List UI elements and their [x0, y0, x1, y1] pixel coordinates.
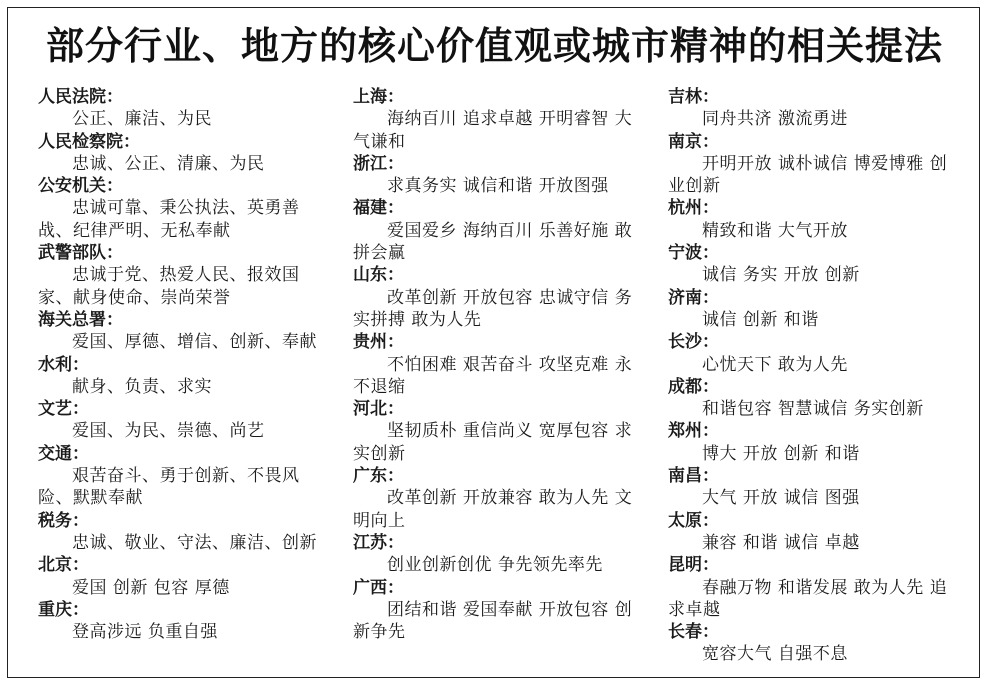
entry-item [38, 354, 330, 399]
entry-label: 广西： [353, 577, 404, 598]
entry-item [38, 398, 330, 443]
entry-value: 团结和谐 爱国奉献 开放包容 创新争先 [353, 599, 633, 643]
entry-value: 改革创新 开放兼容 敢为人先 文明向上 [353, 488, 633, 531]
entry-value: 坚韧质朴 重信尚义 宽厚包容 求实创新 [353, 421, 633, 464]
entry-value: 改革创新 开放包容 忠诚守信 务实拼搏 敢为人先 [353, 287, 633, 330]
entry-value: 爱国、厚德、增信、创新、奉献 [72, 332, 317, 353]
entry-item [38, 510, 330, 555]
entry-label: 太原： [668, 510, 719, 531]
entry-label: 成都： [668, 376, 719, 397]
entry-value: 开明开放 诚朴诚信 博爱博雅 创业创新 [668, 153, 948, 197]
entry-value: 爱国 创新 包容 厚德 [72, 577, 230, 598]
entry-label: 长春： [668, 622, 719, 643]
entry-item [38, 554, 330, 599]
column-middle [353, 86, 645, 643]
entry-value: 艰苦奋斗、勇于创新、不畏风险、默默奉献 [38, 466, 300, 509]
entry-item [353, 577, 645, 644]
entry-item [38, 175, 330, 242]
entry-value: 海纳百川 追求卓越 开明睿智 大气谦和 [353, 109, 633, 152]
entry-value: 博大 开放 创新 和谐 [702, 443, 860, 464]
entry-label: 税务： [38, 510, 89, 531]
entry-label: 武警部队： [38, 243, 123, 264]
entry-item [668, 554, 960, 621]
entry-label: 水利： [38, 354, 89, 375]
entry-label: 昆明： [668, 555, 719, 576]
entry-value: 精致和谐 大气开放 [702, 220, 848, 241]
entry-label: 浙江： [353, 153, 404, 174]
entry-item [38, 86, 330, 131]
entry-label: 交通： [38, 443, 89, 464]
entry-value: 诚信 务实 开放 创新 [702, 265, 860, 286]
entry-item [353, 465, 645, 532]
entry-label: 广东： [353, 466, 404, 487]
entry-label: 山东： [353, 265, 404, 286]
entry-item [353, 153, 645, 198]
column-right [668, 86, 960, 666]
entry-value: 爱国爱乡 海纳百川 乐善好施 敢拼会赢 [353, 220, 633, 264]
entry-label: 海关总署： [38, 309, 123, 330]
entry-label: 上海： [353, 87, 404, 107]
entry-label: 重庆： [38, 599, 89, 620]
entry-label: 江苏： [353, 532, 404, 553]
entry-label: 吉林： [668, 87, 719, 107]
entry-label: 人民法院： [38, 87, 123, 107]
entry-item [38, 443, 330, 510]
entry-item [668, 242, 960, 287]
entry-value: 同舟共济 激流勇进 [702, 109, 848, 130]
entry-item [668, 510, 960, 555]
entry-value: 心忧天下 敢为人先 [702, 354, 848, 375]
entry-item [38, 131, 330, 176]
entry-value: 登高涉远 负重自强 [72, 622, 218, 643]
entry-item [353, 264, 645, 331]
entry-item [668, 331, 960, 376]
entry-value: 求真务实 诚信和谐 开放图强 [387, 176, 609, 197]
entry-item [353, 532, 645, 577]
entry-value: 忠诚于党、热爱人民、报效国家、献身使命、崇尚荣誉 [38, 265, 300, 308]
entry-item [668, 287, 960, 332]
entry-label: 人民检察院： [38, 131, 140, 152]
entry-value: 创业创新创优 争先领先率先 [387, 555, 603, 576]
entry-label: 南京： [668, 131, 719, 152]
entry-value: 宽容大气 自强不息 [702, 644, 848, 665]
entry-label: 公安机关： [38, 176, 123, 197]
entry-label: 贵州： [353, 332, 404, 353]
entry-item [668, 465, 960, 510]
entry-item [38, 309, 330, 354]
entry-value: 献身、负责、求实 [72, 376, 212, 397]
entry-value: 大气 开放 诚信 图强 [702, 488, 860, 509]
entry-label: 杭州： [668, 198, 719, 219]
page-title: 部分行业、地方的核心价值观或城市精神的相关提法 [45, 23, 943, 68]
entry-label: 长沙： [668, 332, 719, 353]
entry-label: 宁波： [668, 243, 719, 264]
entry-item [668, 376, 960, 421]
entry-label: 郑州： [668, 421, 719, 442]
entry-item [668, 621, 960, 666]
entry-value: 忠诚、敬业、守法、廉洁、创新 [72, 532, 317, 553]
entry-value: 诚信 创新 和谐 [702, 309, 819, 330]
entry-value: 爱国、为民、崇德、尚艺 [72, 421, 265, 442]
entry-item [668, 420, 960, 465]
entry-label: 济南： [668, 287, 719, 308]
entry-label: 文艺： [38, 399, 89, 420]
entry-item [353, 86, 645, 153]
entry-value: 忠诚可靠、秉公执法、英勇善战、纪律严明、无私奉献 [38, 198, 300, 241]
entry-value: 忠诚、公正、清廉、为民 [72, 153, 265, 174]
entry-item [38, 242, 330, 309]
entry-value: 不怕困难 艰苦奋斗 攻坚克难 永不退缩 [353, 354, 633, 397]
entry-label: 福建： [353, 198, 404, 219]
entry-label: 河北： [353, 399, 404, 420]
entry-value: 公正、廉洁、为民 [72, 109, 212, 130]
entry-item [353, 331, 645, 398]
entry-value: 和谐包容 智慧诚信 务实创新 [702, 399, 924, 420]
entry-item [668, 86, 960, 131]
entry-item [668, 197, 960, 242]
entry-item [353, 398, 645, 465]
entry-item [668, 131, 960, 198]
entry-label: 北京： [38, 555, 89, 576]
entry-value: 春融万物 和谐发展 敢为人先 追求卓越 [668, 577, 948, 620]
entry-label: 南昌： [668, 466, 719, 487]
entry-item [38, 599, 330, 644]
column-left [38, 86, 330, 643]
entry-value: 兼容 和谐 诚信 卓越 [702, 532, 860, 553]
entry-item [353, 197, 645, 264]
